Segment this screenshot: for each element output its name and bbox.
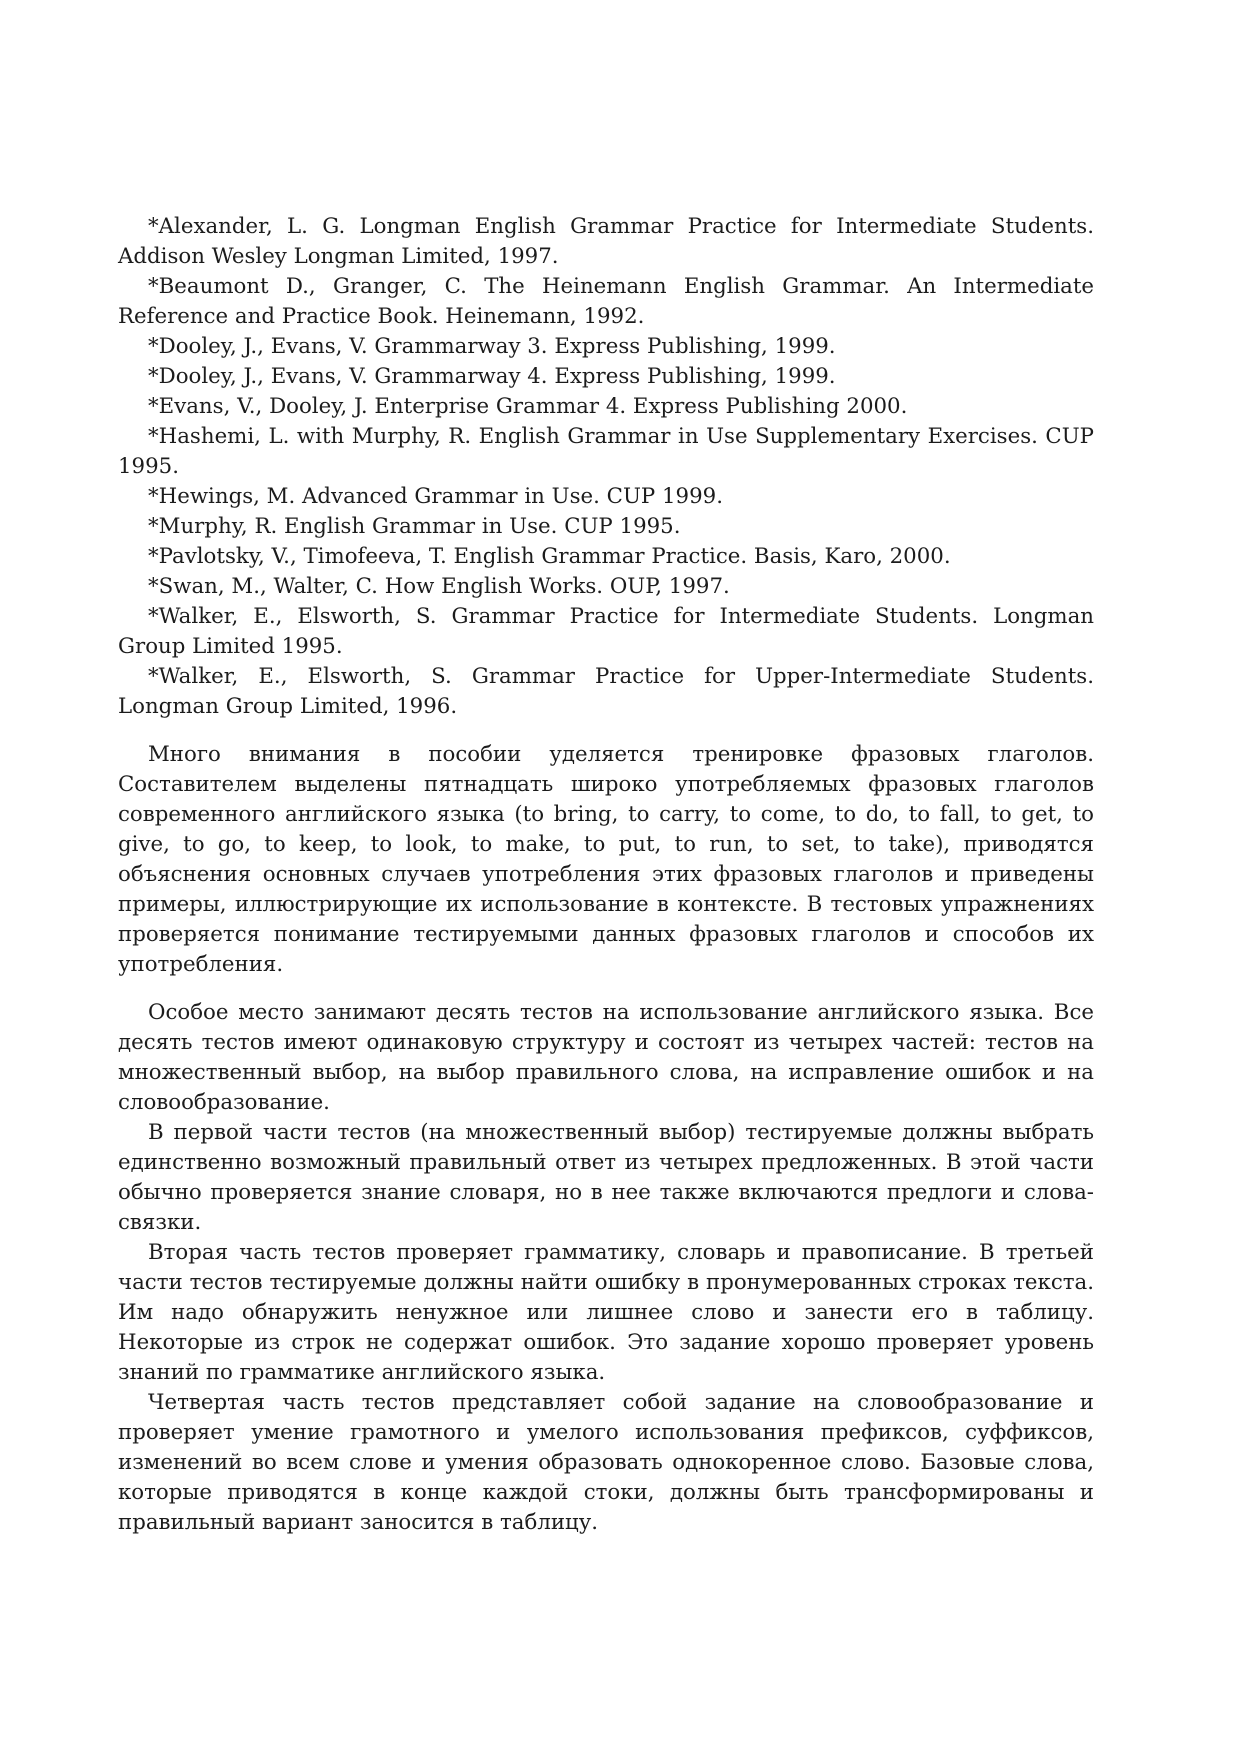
reference-item: *Murphy, R. English Grammar in Use. CUP 1995.: [148, 514, 681, 539]
reference-item: *Beaumont D., Granger, C. The Heinemann English Grammar. An Intermediate Reference and Practice Book. Heinemann, 1992.: [118, 274, 1094, 329]
body-text: [118, 740, 1094, 1538]
reference-item: *Walker, E., Elsworth, S. Grammar Practice for Intermediate Students. Longman Group Limited 1995.: [118, 604, 1094, 659]
paragraph-part-two-three: Вторая часть тестов проверяет грамматику, словарь и правописание. В третьей части тестов тестируемые должны найти ошибку в пронумерованных строках текста. Им надо обнаружить ненужное или лишнее слово и занести его в таблицу. Некоторые из строк не содержат ошибок. Это задание хорошо проверяет уровень знаний по грамматике английского языка.: [118, 1240, 1094, 1385]
paragraph-part-one: В первой части тестов (на множественный выбор) тестируемые должны выбрать единственно возможный правильный ответ из четырех предложенных. В этой части обычно проверяется знание словаря, но в нее также включаются предлоги и слова-связки.: [118, 1120, 1094, 1235]
reference-item: *Dooley, J., Evans, V. Grammarway 3. Express Publishing, 1999.: [148, 334, 836, 359]
reference-item: *Hewings, M. Advanced Grammar in Use. CUP 1999.: [148, 484, 723, 509]
reference-item: *Swan, M., Walter, C. How English Works. OUP, 1997.: [148, 574, 730, 599]
reference-item: *Pavlotsky, V., Timofeeva, T. English Grammar Practice. Basis, Karo, 2000.: [148, 544, 951, 569]
paragraph-part-four: Четвертая часть тестов представляет собой задание на словообразование и проверяет умение грамотного и умелого использования префиксов, суффиксов, изменений во всем слове и умения образовать однокоренное слово. Базовые слова, которые приводятся в конце каждой стоки, должны быть трансформированы и правильный вариант заносится в таблицу.: [118, 1390, 1094, 1535]
reference-item: *Evans, V., Dooley, J. Enterprise Grammar 4. Express Publishing 2000.: [148, 394, 908, 419]
paragraph-phrasal-verbs: Много внимания в пособии уделяется тренировке фразовых глаголов. Составителем выделены пятнадцать широко употребляемых фразовых глаголов современного английского языка (to bring, to carry, to come, to do, to fall, to get, to give, to go, to keep, to look, to make, to put, to run, to set, to take), приводятся объяснения основных случаев употребления этих фразовых глаголов и приведены примеры, иллюстрирующие их использование в контексте. В тестовых упражнениях проверяется понимание тестируемыми данных фразовых глаголов и способов их употребления.: [118, 742, 1094, 977]
document-page: [118, 212, 1094, 1538]
reference-item: *Dooley, J., Evans, V. Grammarway 4. Express Publishing, 1999.: [148, 364, 836, 389]
reference-list: [118, 212, 1094, 722]
reference-item: *Alexander, L. G. Longman English Grammar Practice for Intermediate Students. Addison Wesley Longman Limited, 1997.: [118, 214, 1094, 269]
reference-item: *Walker, E., Elsworth, S. Grammar Practice for Upper-Intermediate Students. Longman Group Limited, 1996.: [118, 664, 1094, 719]
reference-item: *Hashemi, L. with Murphy, R. English Grammar in Use Supplementary Exercises. CUP 1995.: [118, 424, 1094, 479]
paragraph-tests-overview: Особое место занимают десять тестов на использование английского языка. Все десять тестов имеют одинаковую структуру и состоят из четырех частей: тестов на множественный выбор, на выбор правильного слова, на исправление ошибок и на словообразование.: [118, 1000, 1094, 1115]
